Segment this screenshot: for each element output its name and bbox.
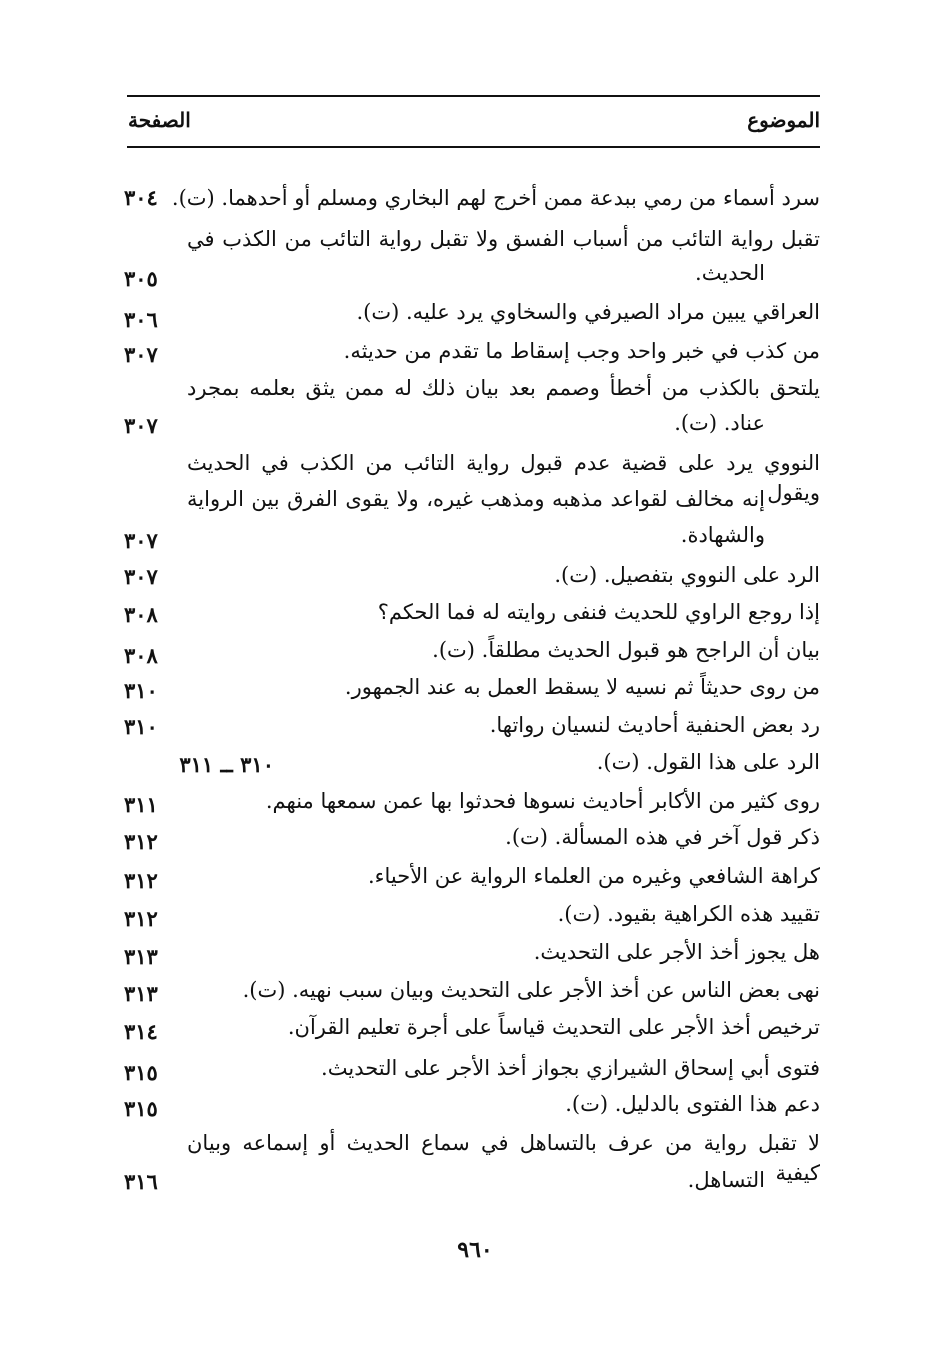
entry-page: ٣١١ <box>124 792 158 817</box>
entry-page: ٣١٢ <box>124 829 158 854</box>
entry-page: ٣١٣ <box>124 981 158 1006</box>
entry-line: التساهل. <box>687 1168 765 1192</box>
entry-page: ٣٠٨ <box>124 643 158 668</box>
entry-line: الرد على النووي بتفصيل. (ت). <box>554 563 820 587</box>
entry-line: إذا روجع الراوي للحديث فنفى روايته له فما الحكم؟ <box>377 600 820 624</box>
entry-page: ٣٠٤ <box>124 185 158 210</box>
entry-page: ٣٠٦ <box>124 307 158 332</box>
entry-page-range: ٣١٠ ــ ٣١١ <box>179 752 274 777</box>
header-top-rule <box>127 95 820 97</box>
entry-page: ٣١٥ <box>124 1096 158 1121</box>
entry-line: الحديث. <box>695 261 765 285</box>
entry-line: لا تقبل رواية من عرف بالتساهل في سماع الحديث أو إسماعه وبيان كيفية <box>187 1131 820 1185</box>
entry-page: ٣١٦ <box>124 1169 158 1194</box>
entry-page: ٣٠٥ <box>124 266 158 291</box>
entry-page: ٣٠٧ <box>124 413 158 438</box>
entry-line: روى كثير من الأكابر أحاديث نسوها فحدثوا بها عمن سمعها منهم. <box>265 789 820 813</box>
entry-line: النووي يرد على قضية عدم قبول رواية التائب من الكذب في الحديث ويقول <box>187 451 820 505</box>
entry-line: تقييد هذه الكراهية بقيود. (ت). <box>557 902 820 926</box>
header-bottom-rule <box>127 146 820 148</box>
entry-page: ٣١٢ <box>124 906 158 931</box>
entry-line: إنه مخالف لقواعد مذهبه ومذهب غيره، ولا يقوى الفرق بين الرواية <box>187 487 765 511</box>
entry-line: ذكر قول آخر في هذه المسألة. (ت). <box>505 825 820 849</box>
entry-line: كراهة الشافعي وغيره من العلماء الرواية عن الأحياء. <box>367 864 820 888</box>
entry-line: دعم هذا الفتوى بالدليل. (ت). <box>565 1092 820 1116</box>
entry-line: والشهادة. <box>680 523 765 547</box>
entry-line: سرد أسماء من رمي ببدعة ممن أخرج لهم البخاري ومسلم أو أحدهما. (ت). <box>171 186 820 210</box>
entry-line: رد بعض الحنفية أحاديث لنسيان رواتها. <box>489 713 820 737</box>
entry-line: تقبل رواية التائب من أسباب الفسق ولا تقبل رواية التائب من الكذب في <box>187 227 820 251</box>
entry-page: ٣٠٨ <box>124 602 158 627</box>
entry-line: يلتحق بالكذب من أخطأ وصمم بعد بيان ذلك له ممن يثق بعلمه بمجرد <box>187 376 820 400</box>
entry-line: عناد. (ت). <box>674 411 765 435</box>
entry-line: ترخيص أخذ الأجر على التحديث قياساً على أجرة تعليم القرآن. <box>287 1015 820 1039</box>
entry-line: من روى حديثاً ثم نسيه لا يسقط العمل به عند الجمهور. <box>344 675 820 699</box>
topic-column-heading: الموضوع <box>747 108 820 132</box>
entry-page: ٣٠٧ <box>124 342 158 367</box>
entry-page: ٣١٥ <box>124 1060 158 1085</box>
entry-page: ٣١٠ <box>124 714 158 739</box>
entry-line: من كذب في خبر واحد وجب إسقاط ما تقدم من حديثه. <box>343 339 820 363</box>
entry-page: ٣١٢ <box>124 868 158 893</box>
entry-page: ٣١٤ <box>124 1019 158 1044</box>
page-number: ٩٦٠ <box>457 1237 493 1263</box>
entry-page: ٣١٠ <box>124 678 158 703</box>
entry-line: الرد على هذا القول. (ت). <box>596 750 820 774</box>
entry-page: ٣٠٧ <box>124 528 158 553</box>
entry-page: ٣٠٧ <box>124 564 158 589</box>
entry-line: هل يجوز أخذ الأجر على التحديث. <box>533 940 820 964</box>
entry-page: ٣١٣ <box>124 944 158 969</box>
entry-line: نهى بعض الناس عن أخذ الأجر على التحديث وبيان سبب نهيه. (ت). <box>242 978 820 1002</box>
entry-line: بيان أن الراجح هو قبول الحديث مطلقاً. (ت). <box>432 638 820 662</box>
page-column-heading: الصفحة <box>128 108 191 132</box>
entry-line: فتوى أبي إسحاق الشيرازي بجواز أخذ الأجر على التحديث. <box>321 1056 820 1080</box>
entry-line: العراقي يبين مراد الصيرفي والسخاوي يرد عليه. (ت). <box>356 300 820 324</box>
